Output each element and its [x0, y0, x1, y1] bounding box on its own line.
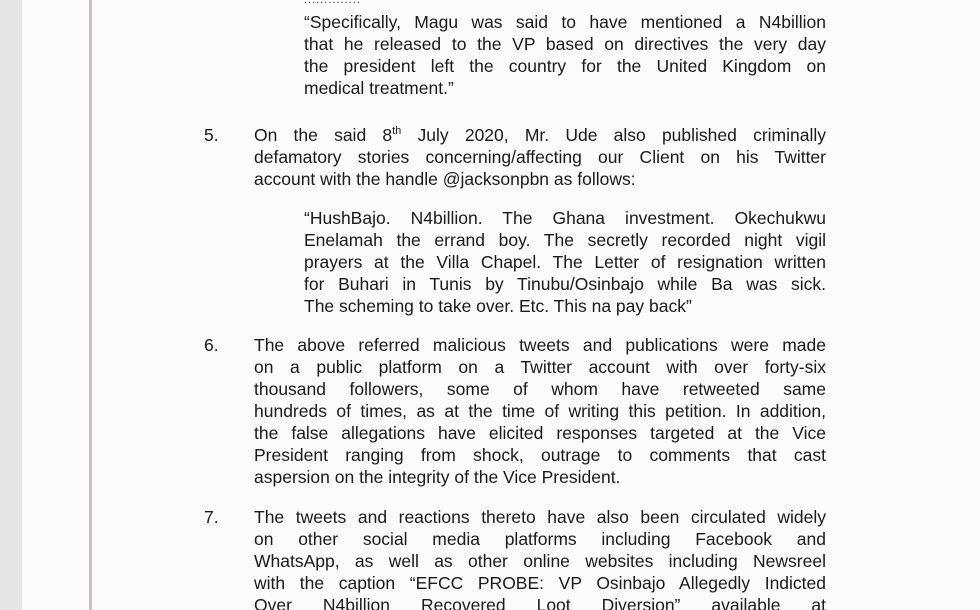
quote-block-1 [304, 11, 826, 99]
ellipsis-dots: .............. [304, 0, 361, 6]
paragraph-5 [254, 124, 826, 190]
paragraph-line: with the caption “EFCC PROBE: VP Osinbajo Allegedly Indicted [254, 573, 826, 593]
paragraph-line: hundreds of times, as at the time of writing this petition. In addition, [254, 401, 826, 421]
quote-line: Enelamah the errand boy. The secretly recorded night vigil [304, 230, 826, 250]
paragraph-number-6: 6. [204, 335, 219, 355]
quote-line: “HushBajo. N4billion. The Ghana investment. Okechukwu [304, 208, 826, 228]
paragraph-line: aspersion on the integrity of the Vice President. [254, 467, 621, 487]
paragraph-line: account with the handle @jacksonpbn as follows: [254, 169, 636, 189]
quote-line: medical treatment.” [304, 78, 454, 98]
paragraph-line: on a public platform on a Twitter account with over forty-six [254, 357, 826, 377]
paragraph-6 [254, 334, 826, 488]
paragraph-line: on other social media platforms including Facebook and [254, 529, 826, 549]
quote-block-2 [304, 207, 826, 317]
quote-line: prayers at the Villa Chapel. The Letter of resignation written [304, 252, 826, 272]
paragraph-line [254, 124, 826, 146]
quote-line: that he released to the VP based on directives the very day [304, 34, 826, 54]
document-page [22, 0, 980, 610]
paragraph-7 [254, 506, 826, 610]
paragraph-text: July 2020, Mr. Ude also published criminally [401, 125, 826, 145]
paragraph-line: Over N4billion Recovered Loot Diversion” available at [254, 595, 826, 610]
paragraph-number-5: 5. [204, 125, 219, 145]
paragraph-text: On the said 8 [254, 125, 393, 145]
paragraph-line: The above referred malicious tweets and publications were made [254, 335, 826, 355]
paragraph-line: defamatory stories concerning/affecting our Client on his Twitter [254, 147, 826, 167]
paragraph-line: President ranging from shock, outrage to comments that cast [254, 445, 826, 465]
ordinal-suffix: th [392, 125, 402, 137]
paragraph-line: WhatsApp, as well as other online websites including Newsreel [254, 551, 826, 571]
quote-line: the president left the country for the United Kingdom on [304, 56, 826, 76]
paragraph-line: the false allegations have elicited responses targeted at the Vice [254, 423, 826, 443]
paragraph-number-7: 7. [204, 507, 219, 527]
margin-rule [89, 0, 92, 610]
paragraph-line: The tweets and reactions thereto have also been circulated widely [254, 507, 826, 527]
quote-line: “Specifically, Magu was said to have mentioned a N4billion [304, 12, 826, 32]
quote-line: for Buhari in Tunis by Tinubu/Osinbajo while Ba was sick. [304, 274, 826, 294]
paragraph-line: thousand followers, some of whom have retweeted same [254, 379, 826, 399]
quote-line: The scheming to take over. Etc. This na pay back” [304, 296, 692, 316]
